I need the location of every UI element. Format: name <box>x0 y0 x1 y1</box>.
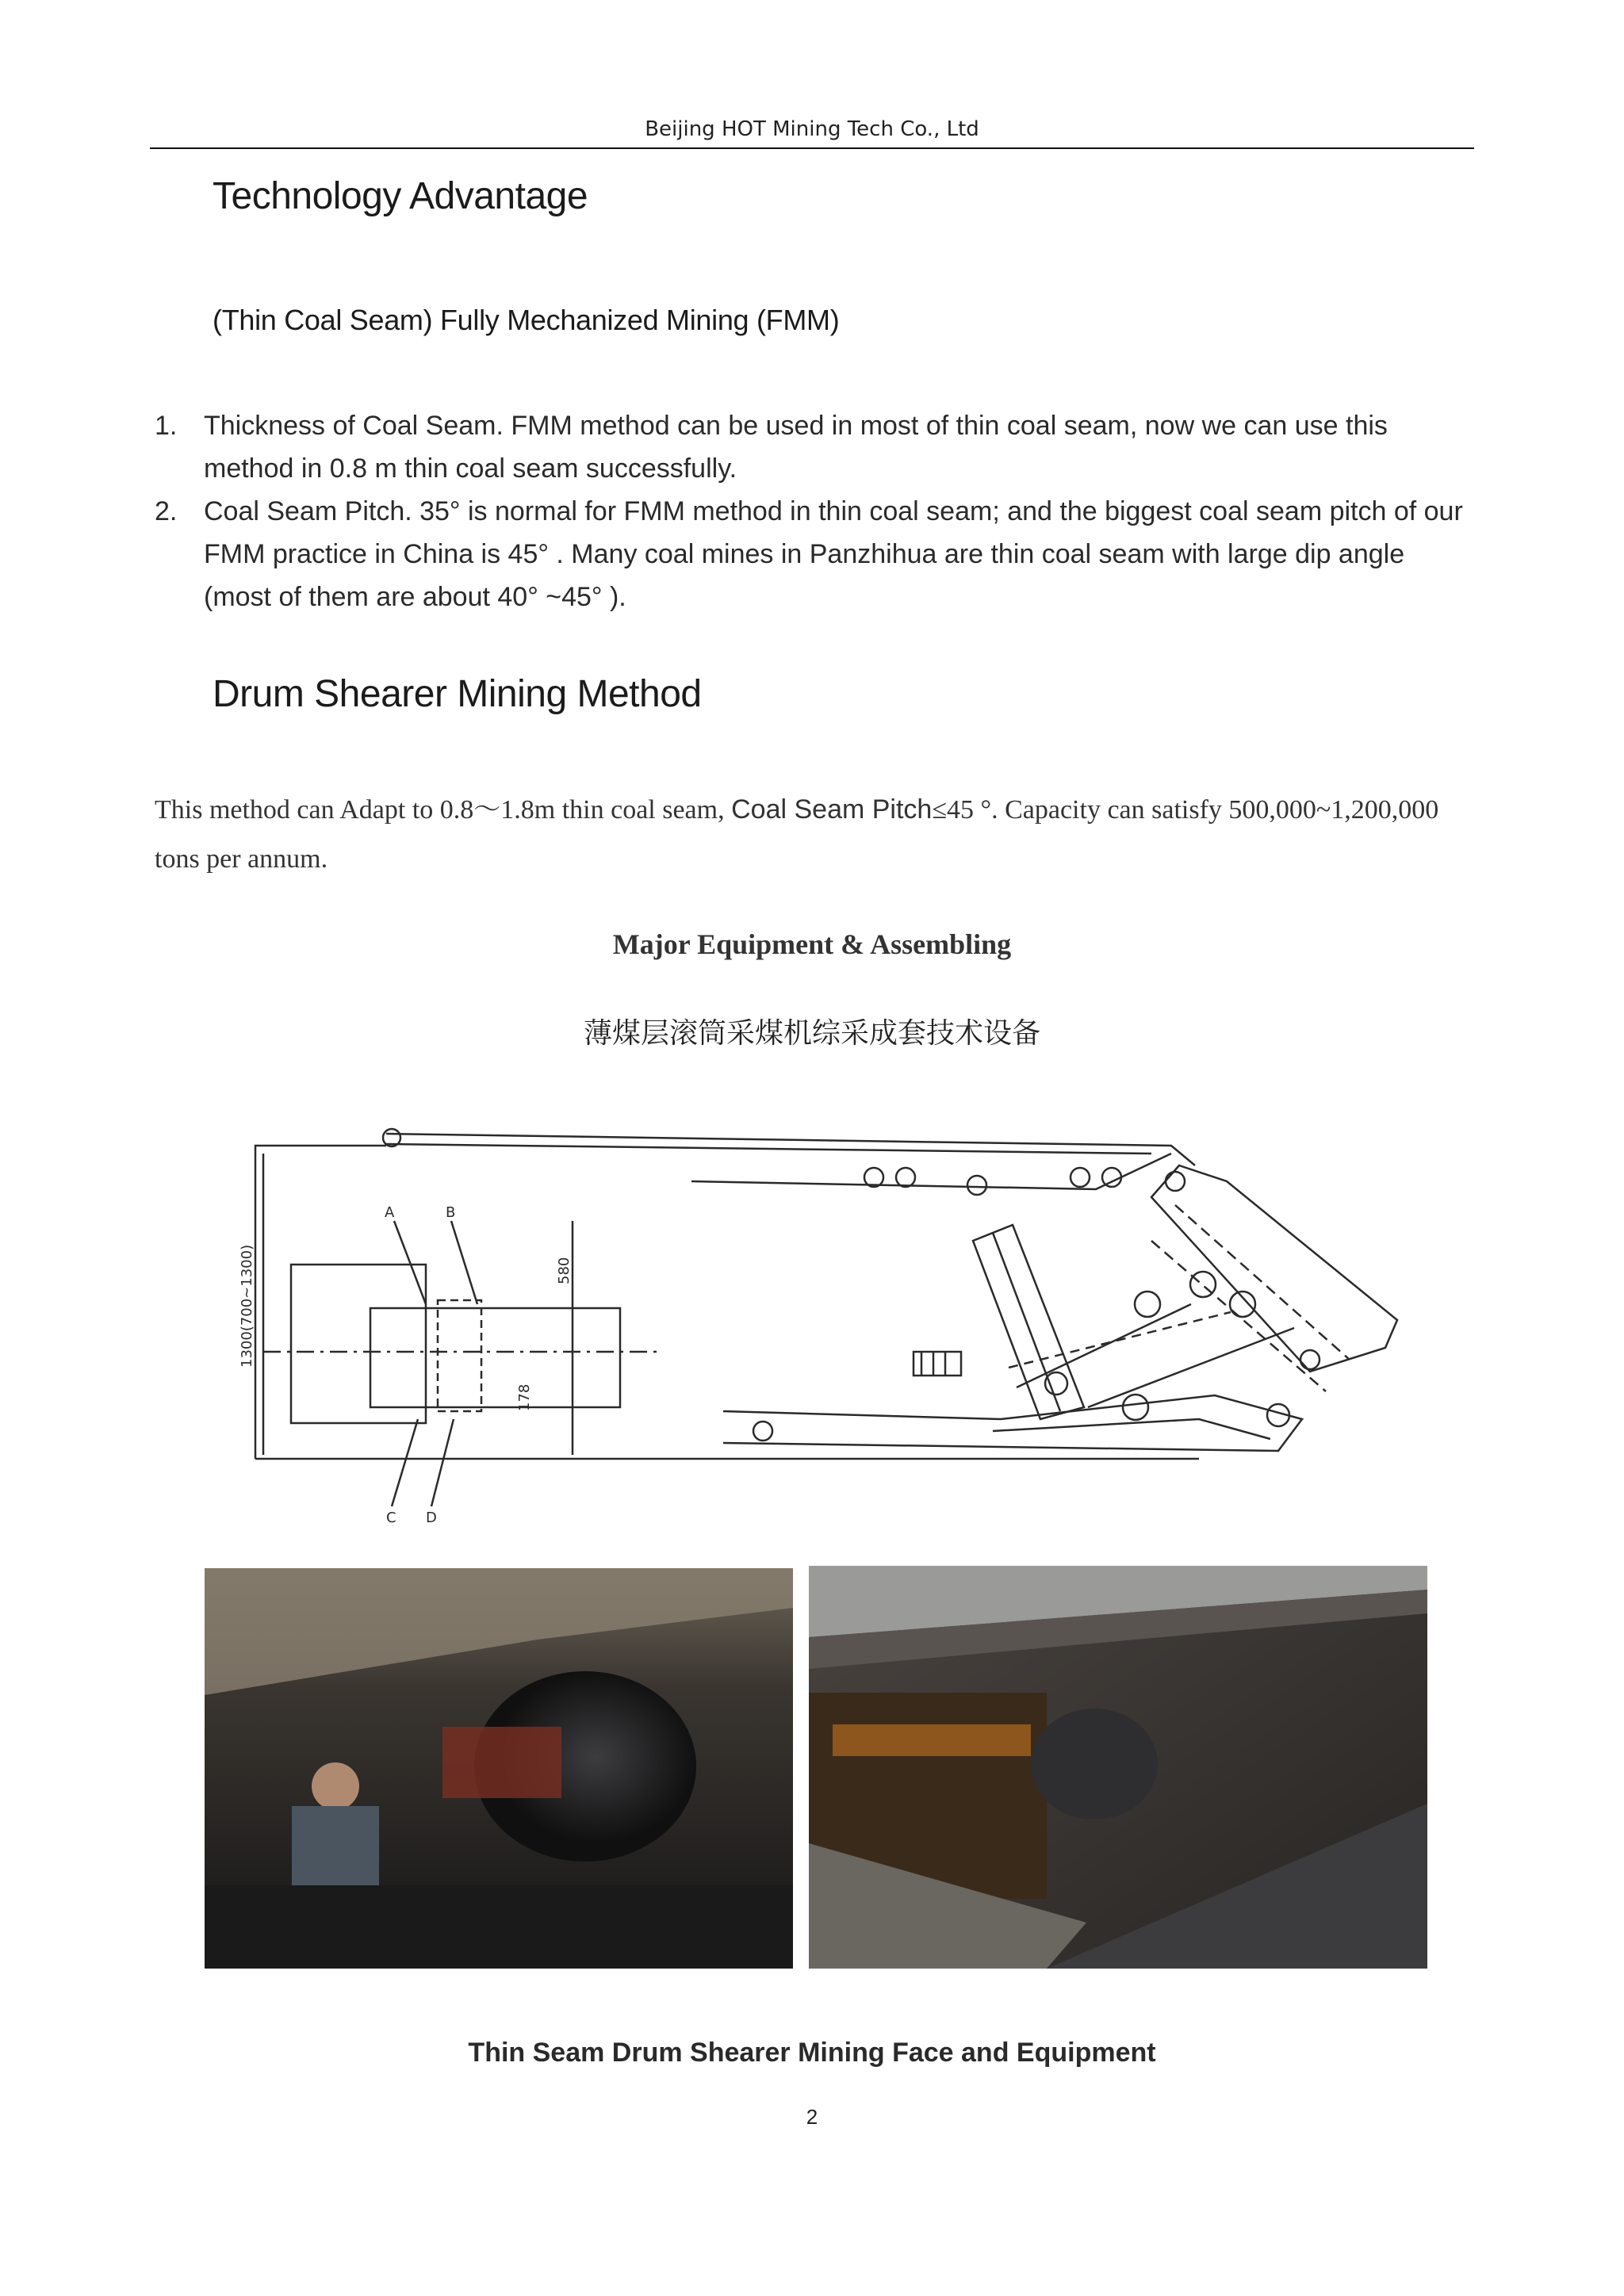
photo-mining-face <box>809 1566 1427 1969</box>
section-subtitle-fmm: (Thin Coal Seam) Fully Mechanized Mining (FMM) <box>213 304 840 336</box>
list-item-text: Coal Seam Pitch. 35° is normal for FMM method in thin coal seam; and the biggest coal seam pitch of our FMM practice in China is 45° . Many coal mines in Panzhihua are thin coal seam with large dip angle (most of them are about 40° ~45° ). <box>204 496 1463 612</box>
equipment-heading: Major Equipment & Assembling <box>612 928 1012 960</box>
para-part3: ≤45 °. Capacity can satisfy 500,000~1,200,000 tons per annum. <box>155 795 1439 874</box>
label-a: A <box>385 1204 395 1221</box>
header-rule <box>150 147 1474 149</box>
list-item <box>155 404 1479 490</box>
list-item-number: 2. <box>155 496 178 526</box>
list-item <box>155 490 1479 618</box>
figure-caption: Thin Seam Drum Shearer Mining Face and Equipment <box>468 2038 1156 2068</box>
page-number: 2 <box>806 2105 818 2129</box>
advantages-list <box>155 404 1479 618</box>
section-title-drum-shearer: Drum Shearer Mining Method <box>213 673 702 715</box>
photo-miner-shearer <box>205 1568 793 1969</box>
chinese-heading: 薄煤层滚筒采煤机综采成套技术设备 <box>583 1017 1040 1050</box>
method-paragraph <box>155 785 1479 884</box>
label-b: B <box>446 1204 456 1221</box>
label-c: C <box>386 1510 396 1526</box>
list-item-number: 1. <box>155 411 178 441</box>
list-item-text: Thickness of Coal Seam. FMM method can be used in most of thin coal seam, now we can use this method in 0.8 m thin coal seam successfully. <box>204 411 1388 484</box>
header-company: Beijing HOT Mining Tech Co., Ltd <box>645 117 979 141</box>
section-title-technology: Technology Advantage <box>213 175 588 217</box>
label-height: 1300(700~1300) <box>239 1244 255 1368</box>
shearer-technical-drawing <box>216 1106 1409 1530</box>
label-d: D <box>426 1510 437 1526</box>
label-178: 178 <box>516 1383 533 1411</box>
para-part1: This method can Adapt to 0.8～1.8m thin coal seam, <box>155 795 732 825</box>
label-580: 580 <box>556 1257 573 1284</box>
para-part2: Coal Seam Pitch <box>731 794 933 825</box>
